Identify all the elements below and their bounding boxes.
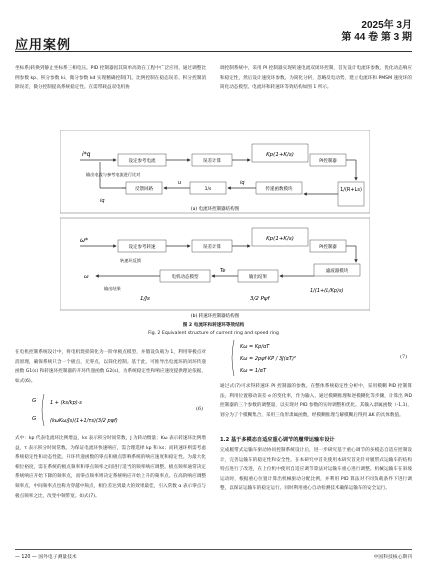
equation-7-graphic [230, 338, 410, 378]
equation-6-graphic [30, 390, 200, 430]
figure-block-diagrams [60, 130, 370, 320]
a-box-tf [338, 182, 364, 206]
svg-text:(kωKω/Js)(1+1/τs)(3/2 pψf): (kωKω/Js)(1+1/τs)(3/2 pψf) [50, 418, 118, 424]
a-u: u [178, 180, 182, 186]
b-box-motor-label: 电机动态模型 [171, 275, 199, 280]
header-volume: 第 44 卷 第 3 期 [341, 32, 412, 43]
svg-text:Kω = 2pψf·KP / 3J(αT)²: Kω = 2pψf·KP / 3J(αT)² [240, 356, 296, 362]
a-gain: Kp(1+K/s) [266, 152, 294, 158]
svg-text:Kω = 1/αT: Kω = 1/αT [240, 368, 267, 374]
header-rule [15, 51, 412, 52]
b-caption: (b) 转速环控制器结构图 [190, 314, 240, 319]
equation-7 [230, 338, 410, 378]
equation-6-label: (6) [196, 406, 204, 412]
svg-text:Kω = Kp/αT: Kω = Kp/αT [240, 344, 270, 350]
a-compare-note: 输出电流与参考电流进行比对 [86, 172, 141, 177]
b-input: ω* [80, 237, 89, 244]
a-fb: iq [100, 198, 105, 204]
a-tf: 1/(R+Ls) [340, 187, 362, 193]
footer-core: 中国科技核心期刊 [373, 555, 412, 560]
col1-top-paragraph: 坐标系)转换到静止坐标系三相电压。PID 控制器因其简单高效在工程中广泛应用，通过调整比例参数 kp、积分参数 ki、微分参数 kd 实现精确控制[7]。比例控制在稳态误差、积分控制消除误差，微分控制提高系统稳定性。在需带载益双电机协 [15, 66, 206, 91]
b-box-pi-label: PI控制器 [319, 245, 337, 250]
b-gain: Kp(1+K/s) [266, 236, 294, 242]
figure-caption-en: Fig. 2 Equivalent structure of current ring and speed ring [148, 331, 279, 336]
b-te: Te [220, 268, 226, 274]
a-out: iq [240, 180, 245, 186]
footer-rule [15, 549, 412, 550]
a-box-ref-label: 设定参考电流 [128, 159, 156, 164]
a-input: i*q [82, 151, 91, 158]
a-tl: 1/s [204, 187, 212, 192]
b-box-filter-label: 滤波器模块 [325, 269, 349, 274]
svg-text:1 + (ks/kp)·s: 1 + (ks/kp)·s [50, 400, 82, 406]
b-tf3: 1/(1+(L/Kp)s) [310, 288, 344, 294]
b-out-note: 输出结果 [104, 286, 121, 291]
section-heading: 1.2 基于多模态自适应重心调节的履带运输车设计 [220, 437, 335, 443]
b-tf2: 3/2 Pψf [250, 296, 270, 302]
a-box-tfm-label: 传递函数模块 [265, 187, 293, 192]
b-tf1: 1/Js [140, 296, 150, 302]
b-box-err-label: 误差计算 [203, 245, 221, 250]
col2-top-paragraph: 调控制系统中，采用 PI 控制器实现转速电流双闭环控制，首先设计电流环参数，优化动态响应和稳定性，然后设计速度环参数。为简化分析，忽略反电动势，建立电流环和 PMSM 速度环的简化动态模型。电流环和转速环等效结构如图 1 所示。 [220, 66, 412, 91]
col1-mid-paragraph: 在电机控制系统设计中，将电机烧损简化为一阶单极点模型，并假设负载为 1，利用零极点对消原理，确保系统只含一个极点，无零点，以简化控制。基于此，可推导出电流环的闭环传递函数 G1(s) 和转速环控制器的开环传递函数 G2(s)，为系统稳定性和响应速度提供理论依据，如式(6)。 [15, 350, 206, 384]
col2-end-paragraph: 完成履带式运输车驱动协同控制系统设计后，进一步研究基于重心调节的多模态自适应控制设计，完善运输车的稳定性和安全性。在本研究中首先使用本研究首先针对履带式运输车的结构特点进行了改进，在上位机中使用自适应调节算法对运输车重心进行调整。机械运输车在斜坡运动时，根据重心位置计算出机械驱动分配比例，并利用 PID 算法对不同负载条件下进行调整，以保证运输车的稳定运行。同时利用重心自动检测技术确保运输车的安全运行。 [220, 448, 412, 492]
a-box-pi-label: PI控制器 [319, 159, 337, 164]
figure-caption-cn: 图 2 电流环和转速环等效结构 [182, 323, 245, 328]
b-box-out-label: 输出结果 [249, 275, 267, 280]
col2-low-paragraph: 通过式(7)可求得转速环 PI 控制器的参数。在整体系统稳定性分析中，采用模糊 PID 控制算法，利用位置移动误差 e 的变化率，作为输入，通过模糊推理和逆模糊化等步骤，计算出 PID 控制器的三个参数的调整量，以实现对 PID 参数的实时调整和优化。其输入隶属函数（-1,1)，划分为了个模糊集合，采用三角形隶属函数，经模糊推理与解模糊后得到 ΔK 的具体数值。 [220, 384, 412, 418]
b-fb-note: 转速环反馈 [120, 258, 141, 263]
svg-text:G: G [32, 416, 37, 422]
header-issue [341, 20, 412, 44]
a-box-fb-label: 反馈回路 [135, 187, 153, 192]
b-box-ref-label: 设定参考转速 [128, 245, 156, 250]
equation-6 [30, 390, 200, 430]
header-section: 应用案例 [15, 37, 72, 52]
svg-text:G: G [32, 398, 37, 404]
footer-journal: — 120 — 国外电子测量技术 [15, 555, 77, 560]
a-caption: (a) 电流环控制器结构图 [190, 207, 240, 212]
b-omega: ω [84, 274, 89, 280]
a-box-err-label: 误差计算 [203, 159, 221, 164]
equation-7-label: (7) [400, 354, 408, 360]
header-year-month: 2025年 3月 [361, 20, 412, 31]
col1-low-paragraph: 式中：kp 代表电流环比例增益，ks 表示积分时间常数，J 为转动惯量；Kω 表示转速环比例增益，τ 表示积分时间常数。为保证电流环快速响应，需合理选择 kp 和 ks；而转速环则需考虑系统稳定性和动态性能。开环传递函数的零点和极点影响系统的响应速度和稳定性。为最大化相位裕度，需在系统的极点频率和零点频率之间进行适当的频率响应调整。极点频率通常决定系统响应开始下降的频率点，而零点频率则决定系统响应开始上升的频率点。在高阶响应调整频率点，中间频率点也称为穿越中频点，相位差达到最大的效果最佳，引入常数 α 表示零点与极点频率之比，改变中频带宽。如式(7)。 [15, 436, 206, 499]
